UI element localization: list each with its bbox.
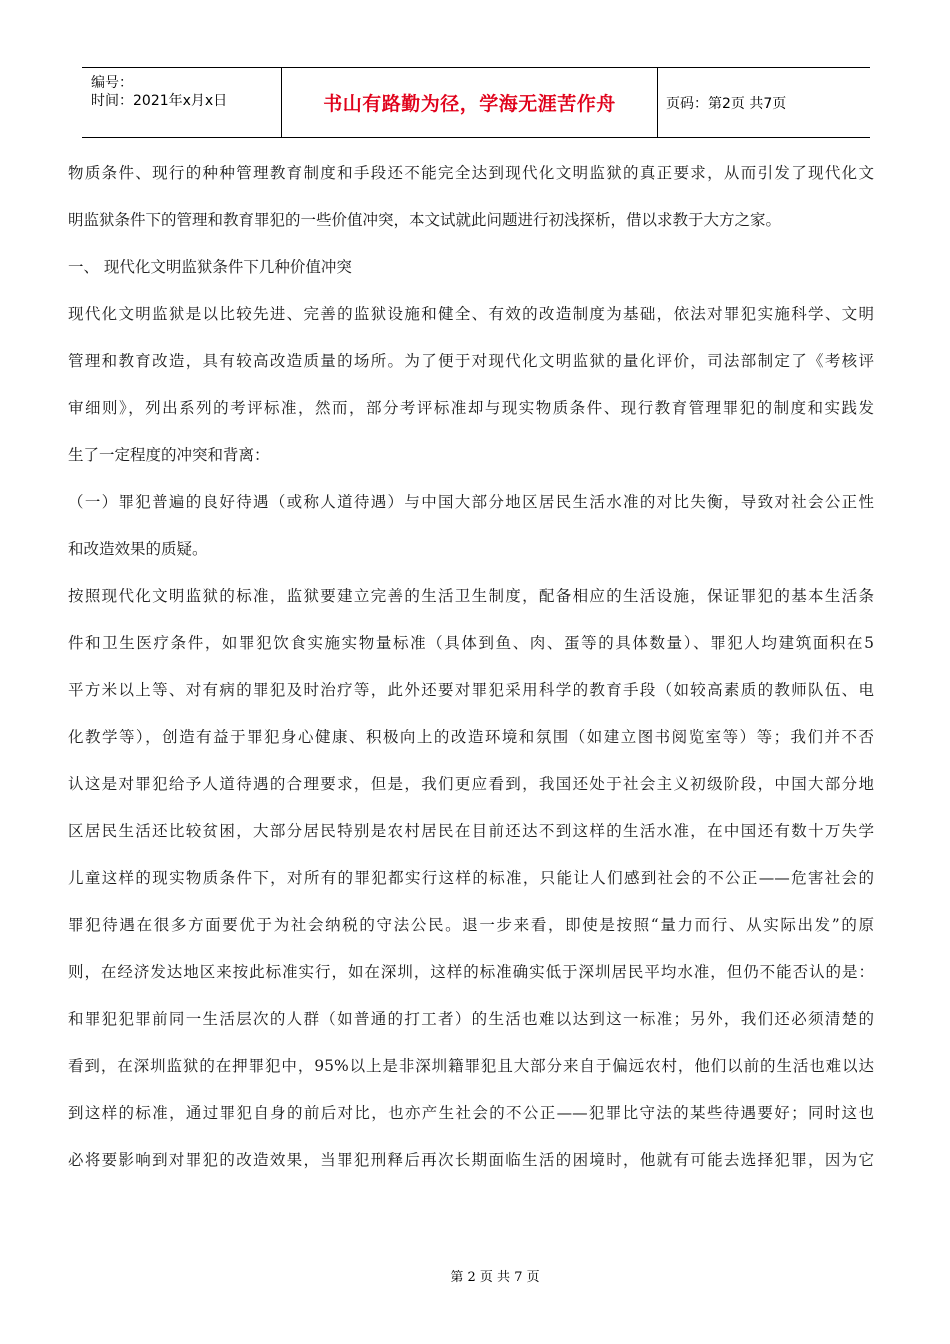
body-line: 和罪犯犯罪前同一生活层次的人群（如普通的打工者）的生活也难以达到这一标准；另外，我们还必须清楚的 — [68, 1010, 874, 1028]
body-line: 现代化文明监狱是以比较先进、完善的监狱设施和健全、有效的改造制度为基础，依法对罪犯实施科学、文明 — [68, 305, 874, 323]
header-right-cell — [658, 68, 870, 137]
section-heading: 一、 现代化文明监狱条件下几种价值冲突 — [68, 258, 352, 276]
body-line: 必将要影响到对罪犯的改造效果，当罪犯刑释后再次长期面临生活的困境时，他就有可能去选择犯罪，因为它 — [68, 1151, 874, 1169]
header-middle-cell — [282, 68, 658, 137]
body-line: 平方米以上等、对有病的罪犯及时治疗等，此外还要对罪犯采用科学的教育手段（如较高素质的教师队伍、电 — [68, 681, 874, 699]
subsection-heading: （一）罪犯普遍的良好待遇（或称人道待遇）与中国大部分地区居民生活水准的对比失衡，导致对社会公正性 — [68, 493, 874, 511]
body-line: 儿童这样的现实物质条件下，对所有的罪犯都实行这样的标准，只能让人们感到社会的不公正——危害社会的 — [68, 869, 874, 887]
body-line: 明监狱条件下的管理和教育罪犯的一些价值冲突，本文试就此问题进行初浅探析，借以求教于大方之家。 — [68, 211, 782, 229]
header-motto: 书山有路勤为径，学海无涯苦作舟 — [323, 93, 616, 115]
header-page-code: 页码：第2页 共7页 — [666, 95, 787, 112]
document-header — [82, 67, 870, 138]
body-line: 物质条件、现行的种种管理教育制度和手段还不能完全达到现代化文明监狱的真正要求，从而引发了现代化文 — [68, 164, 874, 182]
body-line: 到这样的标准，通过罪犯自身的前后对比，也亦产生社会的不公正——犯罪比守法的某些待遇要好；同时这也 — [68, 1104, 874, 1122]
body-line: 认这是对罪犯给予人道待遇的合理要求，但是，我们更应看到，我国还处于社会主义初级阶段，中国大部分地 — [68, 775, 874, 793]
body-line: 罪犯待遇在很多方面要优于为社会纳税的守法公民。退一步来看，即使是按照“量力而行、从实际出发”的原 — [68, 916, 874, 934]
document-date-label: 时间：2021年x月x日 — [91, 93, 228, 109]
subsection-heading-cont: 和改造效果的质疑。 — [68, 540, 208, 558]
page-footer: 第 2 页 共 7 页 — [450, 1270, 540, 1285]
document-body — [68, 150, 874, 1184]
document-number-label: 编号： — [91, 75, 133, 91]
body-line: 生了一定程度的冲突和背离： — [68, 446, 270, 464]
body-line: 区居民生活还比较贫困，大部分居民特别是农村居民在目前还达不到这样的生活水准，在中国还有数十万失学 — [68, 822, 874, 840]
body-line: 看到，在深圳监狱的在押罪犯中，95%以上是非深圳籍罪犯且大部分来自于偏远农村，他们以前的生活也难以达 — [68, 1057, 874, 1075]
body-line: 件和卫生医疗条件，如罪犯饮食实施实物量标准（具体到鱼、肉、蛋等的具体数量）、罪犯人均建筑面积在5 — [68, 634, 874, 652]
header-left-cell — [82, 68, 282, 137]
body-line: 化教学等），创造有益于罪犯身心健康、积极向上的改造环境和氛围（如建立图书阅览室等）等；我们并不否 — [68, 728, 874, 746]
body-line: 则，在经济发达地区来按此标准实行，如在深圳，这样的标准确实低于深圳居民平均水准，但仍不能否认的是： — [68, 963, 874, 981]
body-line: 审细则》，列出系列的考评标准，然而，部分考评标准却与现实物质条件、现行教育管理罪犯的制度和实践发 — [68, 399, 874, 417]
body-line: 按照现代化文明监狱的标准，监狱要建立完善的生活卫生制度，配备相应的生活设施，保证罪犯的基本生活条 — [68, 587, 874, 605]
body-line: 管理和教育改造，具有较高改造质量的场所。为了便于对现代化文明监狱的量化评价，司法部制定了《考核评 — [68, 352, 874, 370]
